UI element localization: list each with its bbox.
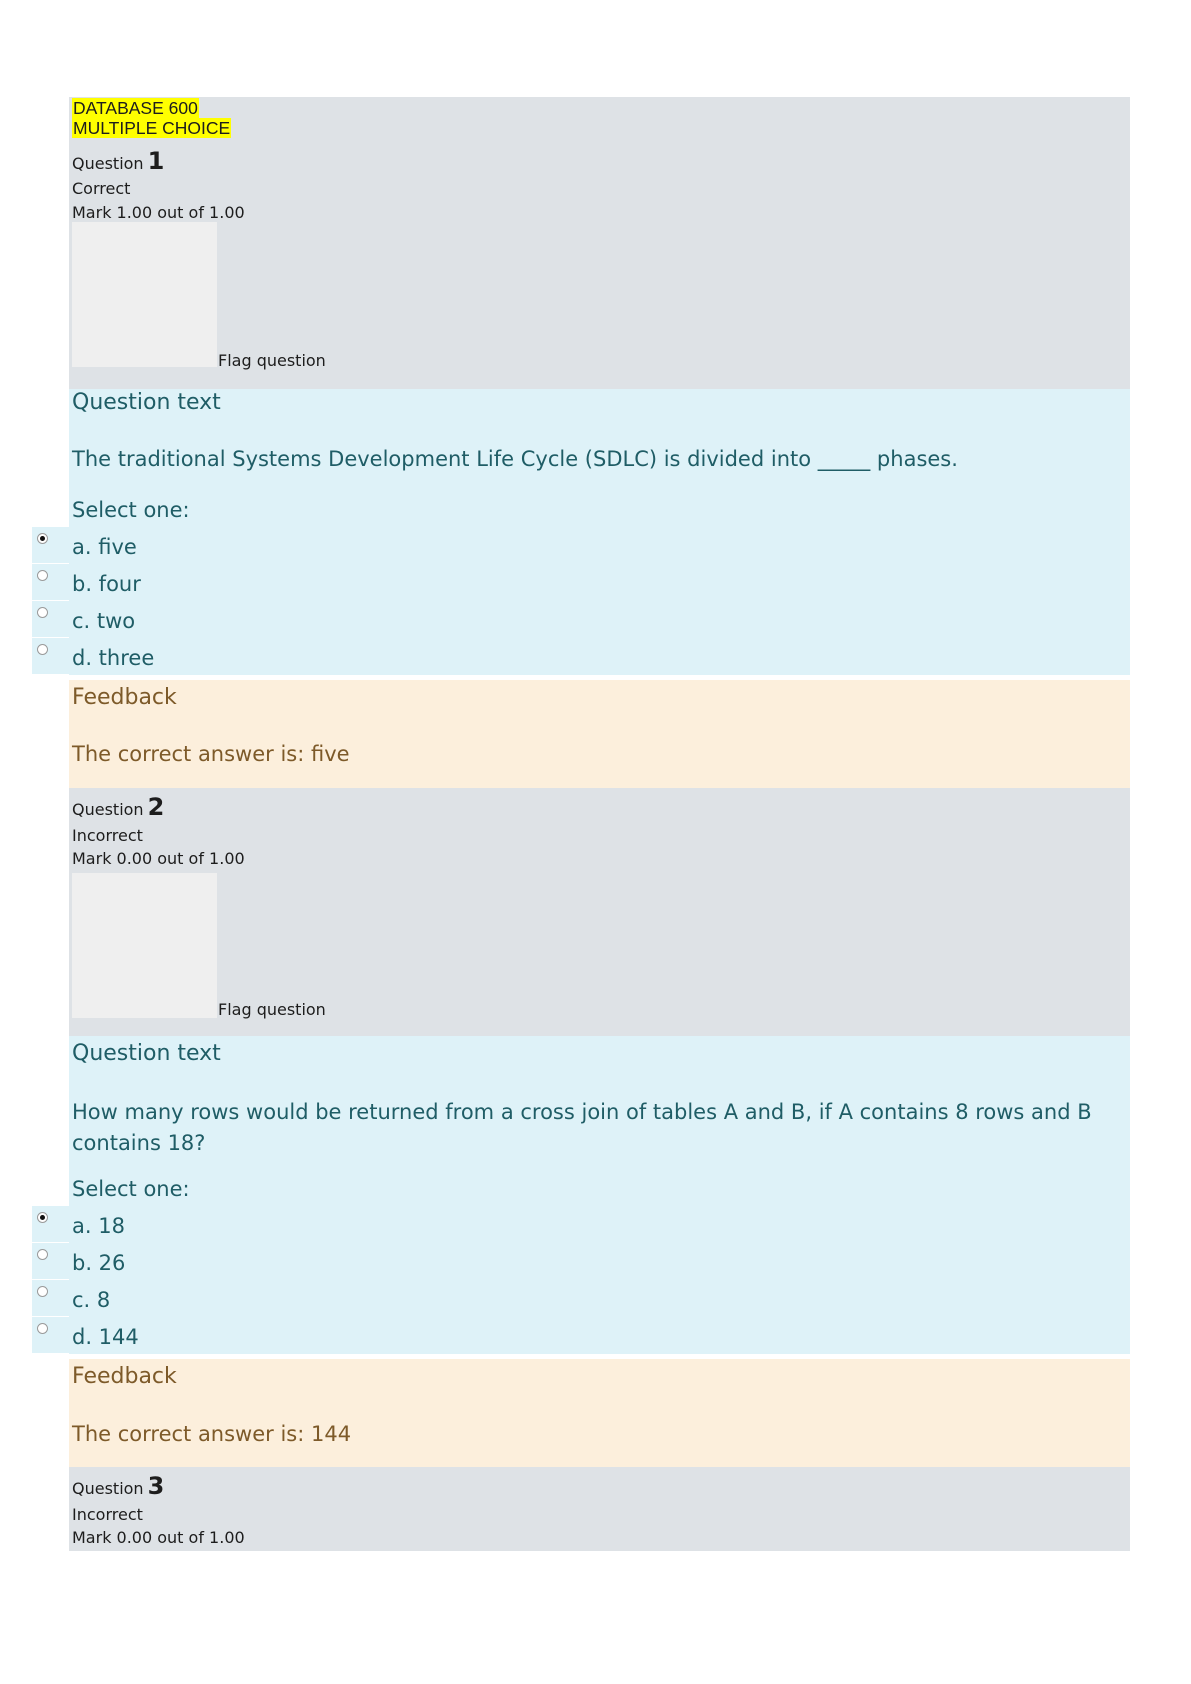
answer-option-d[interactable]: d. 144 — [72, 1325, 139, 1349]
question-number — [72, 793, 164, 821]
answer-option-c[interactable]: c. 8 — [72, 1288, 111, 1312]
flag-question-link[interactable]: Flag question — [218, 351, 326, 370]
correct-answer-text: The correct answer is: 144 — [72, 1422, 352, 1446]
question-1-feedback — [69, 680, 1130, 788]
question-text-heading: Question text — [72, 1041, 221, 1066]
flag-icon[interactable] — [72, 222, 217, 367]
radio-option-c[interactable] — [32, 601, 69, 637]
answer-option-b[interactable]: b. four — [72, 572, 141, 596]
radio-icon[interactable] — [37, 570, 48, 581]
question-label: Question — [72, 154, 144, 173]
question-number-value: 3 — [147, 1472, 165, 1500]
radio-icon[interactable] — [37, 1323, 48, 1334]
answer-option-b[interactable]: b. 26 — [72, 1251, 126, 1275]
answer-option-c[interactable]: c. two — [72, 609, 136, 633]
question-state: Correct — [72, 179, 131, 198]
radio-option-a[interactable] — [32, 1206, 69, 1242]
question-1-text-panel — [69, 389, 1130, 675]
question-state: Incorrect — [72, 826, 143, 845]
radio-icon[interactable] — [37, 607, 48, 618]
question-1-info — [69, 97, 1130, 389]
question-3-info — [69, 1467, 1130, 1551]
answer-option-a[interactable]: a. 18 — [72, 1214, 125, 1238]
question-number — [72, 1472, 164, 1500]
answer-option-d[interactable]: d. three — [72, 646, 155, 670]
radio-option-b[interactable] — [32, 1243, 69, 1279]
feedback-heading: Feedback — [72, 1364, 177, 1389]
flag-question-link[interactable]: Flag question — [218, 1000, 326, 1019]
document-title — [72, 98, 231, 138]
select-one-prompt: Select one: — [72, 498, 190, 522]
radio-option-b[interactable] — [32, 564, 69, 600]
select-one-prompt: Select one: — [72, 1177, 190, 1201]
radio-selected-icon[interactable] — [37, 1212, 48, 1223]
question-grade: Mark 0.00 out of 1.00 — [72, 1528, 245, 1547]
answer-option-a[interactable]: a. five — [72, 535, 137, 559]
question-number — [72, 147, 164, 175]
question-2-info — [69, 788, 1130, 1036]
question-text: The traditional Systems Development Life Cycle (SDLC) is divided into _____ phases. — [72, 447, 958, 471]
question-state: Incorrect — [72, 1505, 143, 1524]
question-label: Question — [72, 800, 144, 819]
question-2-text-panel — [69, 1036, 1130, 1354]
radio-option-c[interactable] — [32, 1280, 69, 1316]
flag-icon[interactable] — [72, 873, 217, 1018]
radio-icon[interactable] — [37, 644, 48, 655]
radio-icon[interactable] — [37, 1249, 48, 1260]
question-grade: Mark 1.00 out of 1.00 — [72, 203, 245, 222]
radio-option-d[interactable] — [32, 1317, 69, 1353]
radio-icon[interactable] — [37, 1286, 48, 1297]
question-2-feedback — [69, 1359, 1130, 1467]
question-label: Question — [72, 1479, 144, 1498]
radio-selected-icon[interactable] — [37, 533, 48, 544]
question-text-heading: Question text — [72, 390, 221, 415]
question-number-value: 1 — [147, 147, 165, 175]
question-text: How many rows would be returned from a cross join of tables A and B, if A contains 8 rows and B contains 18? — [72, 1100, 1092, 1155]
question-number-value: 2 — [147, 793, 165, 821]
question-grade: Mark 0.00 out of 1.00 — [72, 849, 245, 868]
title-line-2: MULTIPLE CHOICE — [73, 118, 231, 138]
feedback-heading: Feedback — [72, 685, 177, 710]
radio-option-a[interactable] — [32, 527, 69, 563]
title-line-1: DATABASE 600 — [73, 98, 198, 118]
radio-option-d[interactable] — [32, 638, 69, 674]
correct-answer-text: The correct answer is: five — [72, 742, 350, 766]
